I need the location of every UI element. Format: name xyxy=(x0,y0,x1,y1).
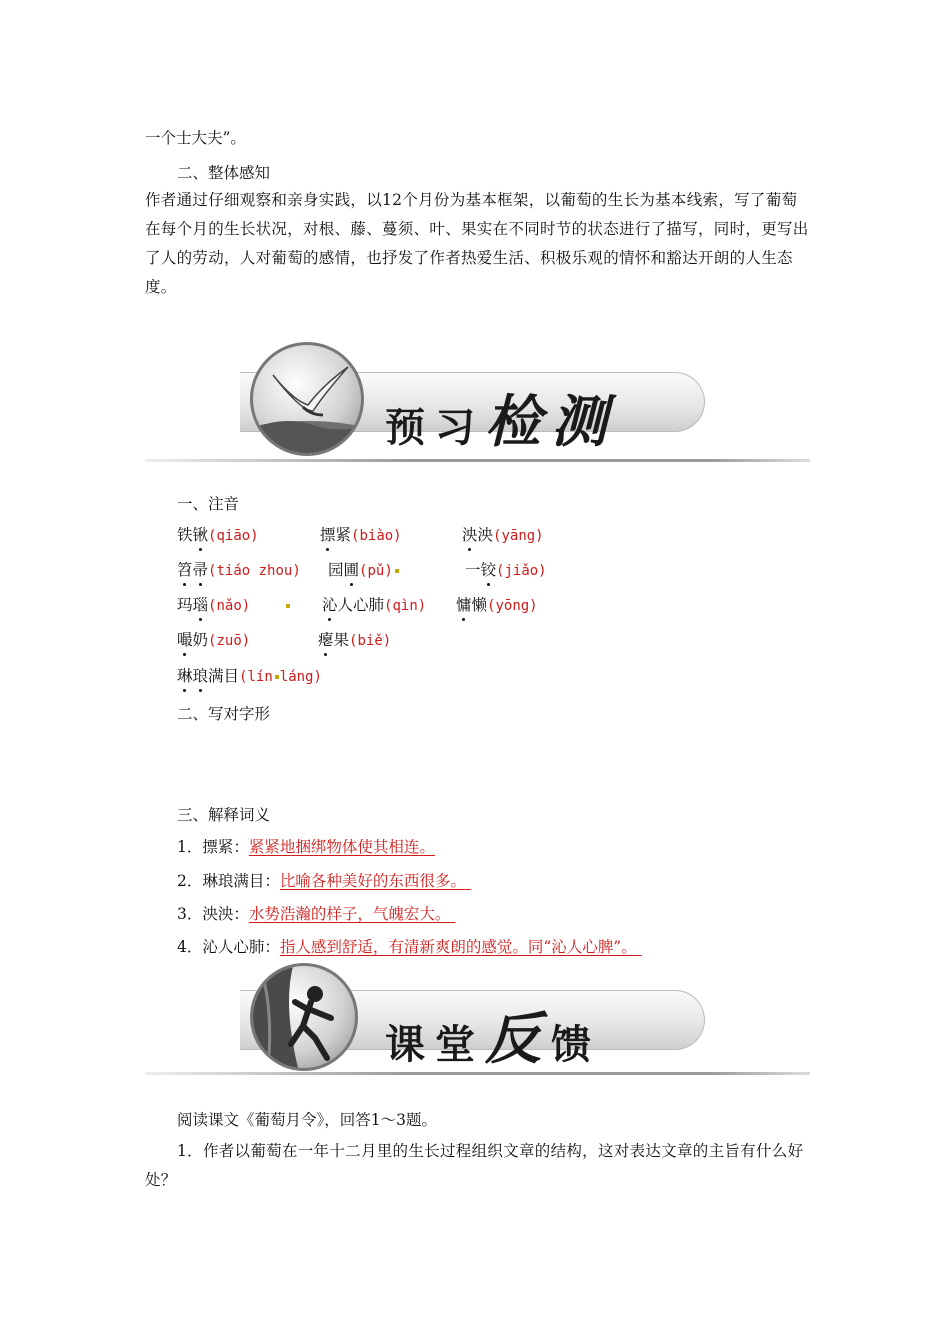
rock-climber-icon xyxy=(253,966,355,1068)
banner-title-small: 预习 xyxy=(385,404,485,451)
pinyin-item: 沁人心肺(qìn) xyxy=(322,596,427,614)
explain-item: 4．沁人心肺：指人感到舒适，有清新爽朗的感觉。同“沁人心脾”。 xyxy=(177,938,637,956)
pinyin-item: 摽紧(biào) xyxy=(320,526,402,544)
pinyin-item: 铁锹(qiāo) xyxy=(177,526,259,544)
pinyin-item: 慵懒(yōng) xyxy=(456,596,538,614)
pinyin-item: 园圃(pǔ) xyxy=(328,561,393,579)
explain-item: 2．琳琅满目：比喻各种美好的东西很多。 xyxy=(177,872,466,890)
write-chars-heading: 二、写对字形 xyxy=(177,705,271,723)
explain-heading: 三、解释词义 xyxy=(177,806,271,824)
decorative-dot xyxy=(286,604,290,608)
explain-item: 3．泱泱：水势浩瀚的样子，气魄宏大。 xyxy=(177,905,451,923)
decorative-dot xyxy=(395,569,399,573)
seagull-icon xyxy=(253,345,361,453)
question-1: 1．作者以葡萄在一年十二月里的生长过程组织文章的结构，这对表达文章的主旨有什么好处？ xyxy=(145,1142,804,1189)
pinyin-item: 泱泱(yāng) xyxy=(462,526,544,544)
class-feedback-banner xyxy=(145,965,810,1080)
climber-image xyxy=(250,963,358,1071)
pinyin-item: 嘬奶(zuō) xyxy=(177,631,251,649)
preview-check-banner xyxy=(145,342,810,467)
banner-title-small: 课堂 xyxy=(385,1021,485,1068)
banner-title-big: 反 xyxy=(485,1006,551,1072)
pinyin-item: 琳琅满目(lín láng) xyxy=(177,667,322,685)
overview-body: 作者通过仔细观察和亲身实践，以12个月份为基本框架，以葡萄的生长为基本线索，写了葡萄在每个月的生长状况，对根、藤、蔓须、叶、果实在不同时节的状态进行了描写，同时，更写出了人的劳动，人对葡萄的感情，也抒发了作者热爱生活、积极乐观的情怀和豁达开朗的人生态度。 xyxy=(145,191,809,296)
decorative-dot xyxy=(275,675,279,679)
banner-underline xyxy=(145,459,810,462)
banner-title xyxy=(385,378,617,458)
banner-title-tail: 馈 xyxy=(551,1021,601,1068)
reading-intro: 阅读课文《葡萄月令》，回答1～3题。 xyxy=(177,1111,437,1129)
banner-title-big: 检测 xyxy=(485,389,617,455)
pinyin-item: 玛瑙(nǎo) xyxy=(177,596,251,614)
pinyin-item: 瘪果(biě) xyxy=(318,631,392,649)
banner-title xyxy=(385,995,601,1075)
pinyin-item: 一铰(jiǎo) xyxy=(465,561,547,579)
seagull-image xyxy=(250,342,364,456)
previous-paragraph-tail: 一个士大夫”。 xyxy=(145,129,246,147)
overview-heading: 二、整体感知 xyxy=(177,164,271,182)
pinyin-item: 笤帚(tiáo zhou) xyxy=(177,561,301,579)
explain-item: 1．摽紧：紧紧地捆绑物体使其相连。 xyxy=(177,838,435,856)
pronunciation-heading: 一、注音 xyxy=(177,495,240,513)
